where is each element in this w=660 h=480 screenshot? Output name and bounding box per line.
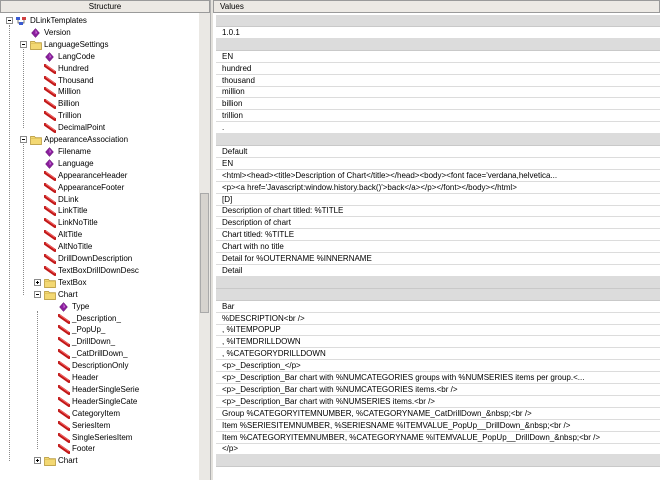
tree-node-label: LinkTitle: [58, 206, 88, 216]
value-cell[interactable]: [216, 134, 660, 146]
tree-node[interactable]: [0, 158, 199, 170]
value-cell[interactable]: billion: [216, 98, 660, 110]
element-icon: [58, 444, 69, 454]
tree-node-label: TextBoxDrillDownDesc: [58, 265, 139, 275]
tree-node[interactable]: [0, 313, 199, 325]
value-cell[interactable]: Description of chart: [216, 217, 660, 229]
values-column-header[interactable]: Values: [213, 0, 660, 13]
tree-node[interactable]: [0, 51, 199, 63]
tree-node[interactable]: [0, 301, 199, 313]
tree-node-label: Filename: [58, 146, 91, 156]
tree-node-label: Version: [44, 27, 71, 37]
tree-node-label: Type: [72, 301, 90, 311]
element-icon: [44, 76, 55, 86]
structure-column-header[interactable]: Structure: [0, 0, 210, 13]
value-cell[interactable]: <p>_Description_Bar chart with %NUMCATEGORIES items.<br />: [216, 384, 660, 396]
tree-node[interactable]: [0, 324, 199, 336]
element-icon: [58, 349, 69, 359]
tree-node[interactable]: [0, 229, 199, 241]
tree-node[interactable]: [0, 217, 199, 229]
tree-node-label: SeriesItem: [72, 420, 111, 430]
tree-node-label: AltNoTitle: [58, 242, 93, 252]
tree-node[interactable]: [0, 205, 199, 217]
element-icon: [58, 361, 69, 371]
tree-node[interactable]: [0, 182, 199, 194]
tree-node-label: LanguageSettings: [44, 39, 109, 49]
value-cell[interactable]: [216, 39, 660, 51]
tree-scrollbar[interactable]: [199, 13, 210, 480]
value-cell[interactable]: [216, 277, 660, 289]
folder-icon: [44, 278, 55, 288]
value-cell[interactable]: %DESCRIPTION<br />: [216, 313, 660, 325]
value-cell[interactable]: , %ITEMPOPUP: [216, 324, 660, 336]
tree-node-label: _Description_: [72, 313, 121, 323]
element-icon: [44, 123, 55, 133]
element-icon: [44, 171, 55, 181]
value-cell[interactable]: .: [216, 122, 660, 134]
tree-node-label: Hundred: [58, 63, 89, 73]
value-cell[interactable]: <html><head><title>Description of Chart</title></head><body><font face='verdana,helvetica...: [216, 170, 660, 182]
attribute-icon: [44, 147, 55, 157]
folder-icon: [44, 456, 55, 466]
tree-node-label: DLink: [58, 194, 79, 204]
tree-node[interactable]: [0, 443, 199, 455]
tree-node-label: DescriptionOnly: [72, 361, 129, 371]
element-icon: [58, 433, 69, 443]
collapse-icon[interactable]: [6, 17, 13, 24]
tree-node[interactable]: [0, 336, 199, 348]
tree-node-label: DecimalPoint: [58, 123, 106, 133]
value-cell[interactable]: [216, 455, 660, 467]
element-icon: [44, 195, 55, 205]
tree-node-label: _CatDrillDown_: [72, 349, 128, 359]
value-cell[interactable]: <p>_Description_</p>: [216, 360, 660, 372]
element-icon: [44, 254, 55, 264]
tree-node[interactable]: [0, 75, 199, 87]
tree-node[interactable]: [0, 396, 199, 408]
value-cell[interactable]: million: [216, 86, 660, 98]
value-cell[interactable]: <p>_Description_Bar chart with %NUMSERIES items.<br />: [216, 396, 660, 408]
tree-node-label: DLinkTemplates: [30, 16, 87, 25]
tree-node-label: LangCode: [58, 51, 95, 61]
attribute-icon: [58, 302, 69, 312]
structure-tree: [0, 13, 210, 480]
tree-node-label: Trillion: [58, 111, 82, 121]
value-cell[interactable]: Chart with no title: [216, 241, 660, 253]
value-cell[interactable]: EN: [216, 158, 660, 170]
tree-node[interactable]: [0, 384, 199, 396]
element-icon: [44, 206, 55, 216]
value-cell[interactable]: [D]: [216, 194, 660, 206]
tree-node-label: Million: [58, 87, 81, 97]
value-cell[interactable]: Group %CATEGORYITEMNUMBER, %CATEGORYNAME_CatDrillDown_&nbsp;<br />: [216, 408, 660, 420]
expand-icon[interactable]: [34, 457, 41, 464]
value-cell[interactable]: <p><a href='Javascript:window.history.back()'>back</a></p></font></body></html>: [216, 182, 660, 194]
tree-node-label: Billion: [58, 99, 80, 109]
tree-node[interactable]: [0, 253, 199, 265]
tree-node-label: TextBox: [58, 277, 87, 287]
tree-node-label: LinkNoTitle: [58, 218, 98, 228]
tree-node[interactable]: [0, 289, 199, 301]
element-icon: [44, 218, 55, 228]
element-icon: [58, 397, 69, 407]
tree-node[interactable]: [0, 39, 199, 51]
tree-node-label: AltTitle: [58, 230, 83, 240]
value-cell[interactable]: Item %CATEGORYITEMNUMBER, %CATEGORYNAME %ITEMVALUE_PopUp__DrillDown_&nbsp;<br />: [216, 432, 660, 444]
folder-icon: [30, 135, 41, 145]
tree-node[interactable]: [0, 27, 199, 39]
element-icon: [44, 183, 55, 193]
folder-icon: [30, 40, 41, 50]
tree-node-label: DrillDownDescription: [58, 254, 133, 263]
value-cell[interactable]: [216, 289, 660, 301]
value-cell[interactable]: Description of chart titled: %TITLE: [216, 205, 660, 217]
tree-node[interactable]: [0, 408, 199, 420]
element-icon: [44, 266, 55, 276]
value-cell[interactable]: <p>_Description_Bar chart with %NUMCATEGORIES groups with %NUMSERIES items per group.<...: [216, 372, 660, 384]
tree-node-label: Footer: [72, 444, 96, 454]
values-grid: [216, 13, 660, 480]
value-cell[interactable]: Bar: [216, 301, 660, 313]
value-cell[interactable]: </p>: [216, 443, 660, 455]
element-icon: [44, 64, 55, 74]
tree-node[interactable]: [0, 134, 199, 146]
attribute-icon: [44, 52, 55, 62]
value-cell[interactable]: Detail: [216, 265, 660, 277]
element-icon: [58, 314, 69, 324]
tree-node[interactable]: [0, 15, 199, 27]
tree-node[interactable]: [0, 170, 199, 182]
element-icon: [44, 87, 55, 97]
collapse-icon[interactable]: [20, 136, 27, 143]
tree-node-label: _DrillDown_: [72, 337, 116, 347]
element-icon: [44, 242, 55, 252]
element-icon: [44, 230, 55, 240]
tree-node[interactable]: [0, 86, 199, 98]
tree-node-label: Chart: [58, 289, 78, 299]
value-cell[interactable]: , %CATEGORYDRILLDOWN: [216, 348, 660, 360]
element-icon: [58, 409, 69, 419]
value-cell[interactable]: [216, 15, 660, 27]
tree-node[interactable]: [0, 348, 199, 360]
value-cell[interactable]: Item %SERIESITEMNUMBER, %SERIESNAME %ITEMVALUE_PopUp__DrillDown_&nbsp;<br />: [216, 420, 660, 432]
value-cell[interactable]: , %ITEMDRILLDOWN: [216, 336, 660, 348]
element-icon: [44, 111, 55, 121]
tree-node[interactable]: [0, 432, 199, 444]
attribute-icon: [30, 28, 41, 38]
value-cell[interactable]: 1.0.1: [216, 27, 660, 39]
value-cell[interactable]: Default: [216, 146, 660, 158]
tree-node-label: Language: [58, 158, 94, 168]
tree-node-label: AppearanceFooter: [58, 182, 125, 192]
expand-icon[interactable]: [34, 279, 41, 286]
tree-node-label: HeaderSingleSerie: [72, 384, 140, 394]
tree-node-label: _PopUp_: [72, 325, 106, 335]
value-cell[interactable]: thousand: [216, 75, 660, 87]
element-icon: [58, 373, 69, 383]
tree-node[interactable]: [0, 420, 199, 432]
tree-node[interactable]: [0, 122, 199, 134]
tree-node-label: AppearanceHeader: [58, 170, 128, 180]
collapse-icon[interactable]: [34, 291, 41, 298]
tree-node-label: Header: [72, 373, 99, 382]
element-icon: [58, 325, 69, 335]
value-cell[interactable]: hundred: [216, 63, 660, 75]
tree-node[interactable]: [0, 146, 199, 158]
element-icon: [44, 99, 55, 109]
tree-node-label: SingleSeriesItem: [72, 432, 133, 442]
attribute-icon: [44, 159, 55, 169]
xml-document-icon: [16, 17, 26, 25]
value-cell[interactable]: EN: [216, 51, 660, 63]
value-cell[interactable]: Detail for %OUTERNAME %INNERNAME: [216, 253, 660, 265]
tree-node[interactable]: [0, 63, 199, 75]
tree-node-label: CategoryItem: [72, 408, 121, 418]
collapse-icon[interactable]: [20, 41, 27, 48]
value-cell[interactable]: Chart titled: %TITLE: [216, 229, 660, 241]
tree-node-label: Thousand: [58, 75, 94, 85]
tree-node[interactable]: [0, 277, 199, 289]
tree-node[interactable]: [0, 455, 199, 467]
tree-node[interactable]: [0, 194, 199, 206]
tree-node-label: AppearanceAssociation: [44, 135, 129, 144]
tree-node[interactable]: [0, 98, 199, 110]
element-icon: [58, 385, 69, 395]
scrollbar-thumb[interactable]: [200, 193, 209, 313]
tree-node-label: Chart: [58, 456, 78, 466]
tree-node[interactable]: [0, 372, 199, 384]
element-icon: [58, 421, 69, 431]
tree-node-label: HeaderSingleCate: [72, 396, 138, 406]
element-icon: [58, 337, 69, 347]
tree-node[interactable]: [0, 241, 199, 253]
tree-node[interactable]: [0, 110, 199, 122]
folder-icon: [44, 290, 55, 300]
tree-node[interactable]: [0, 265, 199, 277]
pane-splitter[interactable]: [210, 0, 213, 480]
value-cell[interactable]: trillion: [216, 110, 660, 122]
tree-node[interactable]: [0, 360, 199, 372]
